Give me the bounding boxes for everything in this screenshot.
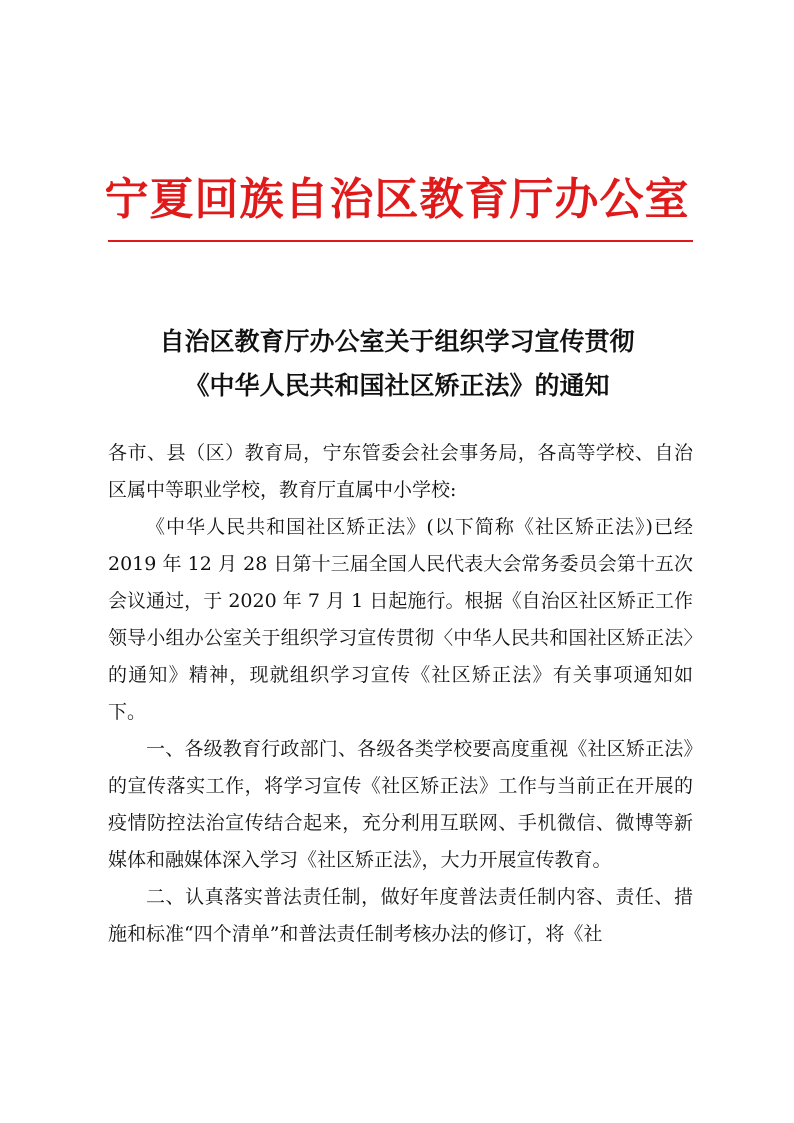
masthead-divider — [108, 240, 693, 242]
salutation: 各市、县（区）教育局，宁东管委会社会事务局，各高等学校、自治区属中等职业学校，教育厅直属中小学校: — [108, 442, 693, 501]
document-title — [0, 320, 794, 408]
masthead-title: 宁夏回族自治区教育厅办公室 — [104, 174, 690, 225]
paragraph-intro: 《中华人民共和国社区矫正法》(以下简称《社区矫正法》)已经 2019 年 12 月 28 日第十三届全国人民代表大会常务委员会第十五次会议通过，于 2020 年 7 月 1 日起施行。根据《自治区社区矫正工作领导小组办公室关于组织学习宣传贯彻〈中华人民共和国社区矫正法〉的通知》精神，现就组织学习宣传《社区矫正法》有关事项通知如下。 — [108, 516, 693, 723]
document-body — [108, 435, 693, 953]
document-title-line-1: 自治区教育厅办公室关于组织学习宣传贯彻 — [159, 327, 635, 356]
paragraph-item-1: 一、各级教育行政部门、各级各类学校要高度重视《社区矫正法》的宣传落实工作，将学习宣传《社区矫正法》工作与当前正在开展的疫情防控法治宣传结合起来，充分利用互联网、手机微信、微博等新媒体和融媒体深入学习《社区矫正法》，大力开展宣传教育。 — [108, 738, 693, 871]
paragraph-item-2: 二、认真落实普法责任制，做好年度普法责任制内容、责任、措施和标准“四个清单”和普法责任制考核办法的修订，将《社 — [108, 886, 693, 945]
document-title-line-2: 《中华人民共和国社区矫正法》的通知 — [184, 371, 610, 400]
